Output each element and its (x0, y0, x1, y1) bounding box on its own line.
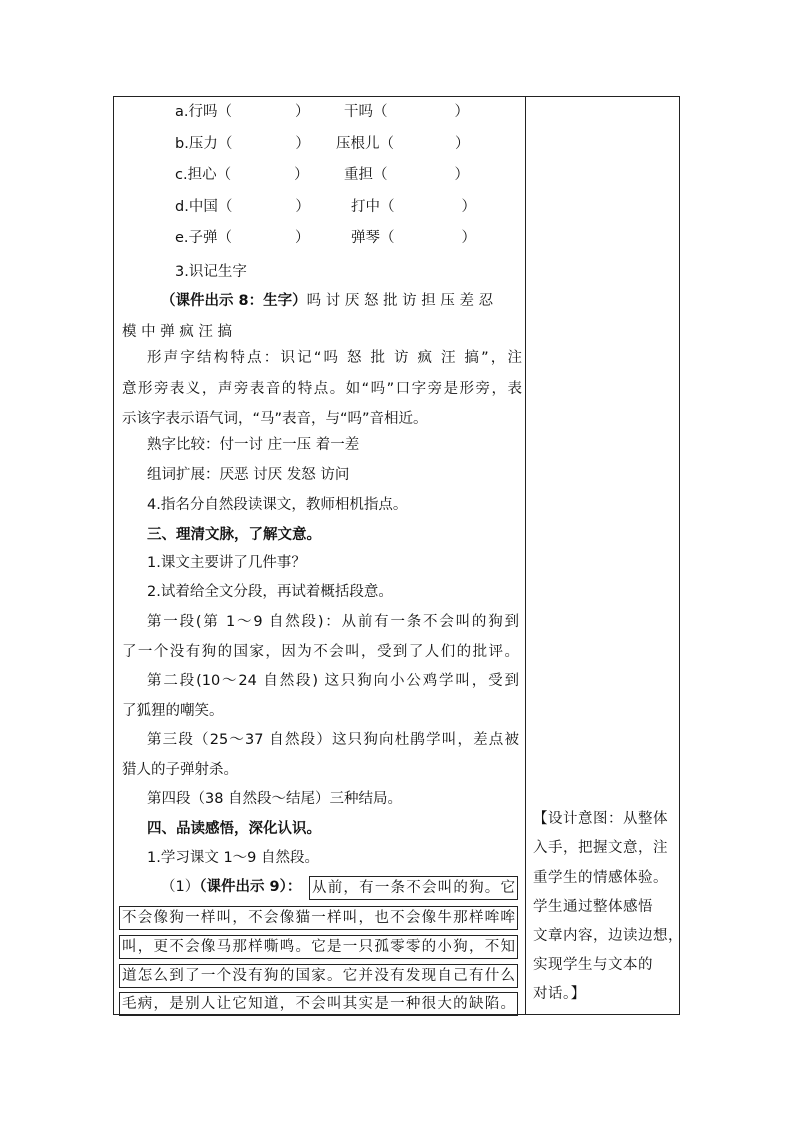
poly-word-right: 打中（ (351, 199, 395, 215)
teaching-content-column (114, 97, 525, 1014)
shuzi-compare: 熟字比较：付一讨 庄一压 着一差 (147, 437, 360, 453)
passage-box-line-4: 道怎么到了一个没有狗的国家。它并没有发现自己有什么 (119, 964, 518, 988)
paragraph-4: 第四段（38 自然段～结尾）三种结局。 (147, 791, 403, 807)
design-intent-column (526, 97, 681, 1014)
design-intent-line-2: 入手，把握文意，注 (533, 840, 668, 856)
poly-word-left: d.中国（ (175, 199, 233, 215)
poly-row-e-right (351, 228, 476, 248)
poly-row-b (175, 134, 310, 154)
xingsheng-line-2: 意形旁表义，声旁表音的特点。如“吗”口字旁是形旁，表 (122, 381, 522, 397)
section-4-title: 四、品读感悟，深化认识。 (147, 821, 321, 837)
poly-row-c-right (344, 165, 469, 185)
poly-row-a (175, 102, 310, 122)
zuci-expand: 组词扩展：厌恶 讨厌 发怒 访问 (147, 467, 350, 483)
poly-row-c (175, 165, 309, 185)
poly-word-left: e.子弹（ (175, 230, 233, 246)
design-intent-line-7: 对话。】 (533, 986, 586, 1002)
paragraph-3-line-1: 第三段（25～37 自然段）这只狗向杜鹃学叫，差点被 (147, 732, 519, 748)
paragraph-1-line-1: 第一段(第 1～9 自然段)：从前有一条不会叫的狗到 (147, 614, 519, 630)
poly-word-right: 重担（ (344, 167, 388, 183)
paragraph-3-line-2: 猎人的子弹射杀。 (122, 762, 238, 778)
design-intent-line-3: 重学生的情感体验。 (533, 870, 668, 886)
poly-bracket-close: ） (454, 167, 469, 183)
poly-bracket-close: ） (454, 104, 469, 120)
poly-word-left: a.行吗（ (175, 104, 232, 120)
courseware-8-line (161, 291, 519, 311)
passage-box-line-2: 不会像狗一样叫，不会像猫一样叫，也不会像牛那样哞哞 (119, 906, 518, 930)
poly-word-left: c.担心（ (175, 167, 232, 183)
design-intent-line-1: 【设计意图：从整体 (533, 811, 668, 827)
courseware-8-chars: 吗 讨 厌 怒 批 访 担 压 差 忍 (306, 293, 494, 309)
step-4: 4.指名分自然段读课文，教师相机指点。 (147, 497, 408, 513)
passage-box-line-3: 叫，更不会像马那样嘶鸣。它是一只孤零零的小狗，不知 (119, 935, 518, 959)
paragraph-1-line-2: 了一个没有狗的国家，因为不会叫，受到了人们的批评。 (122, 644, 519, 660)
courseware-8-chars-cont: 模 中 弹 疯 汪 搞 (122, 324, 233, 340)
poly-bracket-close: ） (295, 104, 310, 120)
question-1: 1.课文主要讲了几件事？ (147, 555, 306, 571)
question-2: 2.试着给全文分段，再试着概括段意。 (147, 584, 393, 600)
poly-row-d (175, 197, 310, 217)
poly-bracket-close: ） (295, 136, 310, 152)
design-intent-line-4: 学生通过整体感悟 (533, 899, 653, 915)
poly-bracket-close: ） (295, 199, 310, 215)
poly-row-e (175, 228, 310, 248)
poly-row-d-right (351, 197, 476, 217)
courseware-9-label-line (161, 877, 301, 897)
poly-word-right: 干吗（ (344, 104, 388, 120)
poly-word-left: b.压力（ (175, 136, 233, 152)
poly-bracket-close: ） (461, 230, 476, 246)
poly-bracket-close: ） (455, 136, 470, 152)
lesson-table (113, 96, 683, 1015)
passage-box-line-1: 从前，有一条不会叫的狗。它 (309, 876, 518, 900)
poly-row-a-right (344, 102, 469, 122)
poly-bracket-close: ） (461, 199, 476, 215)
xingsheng-line-1: 形声字结构特点：识记“吗 怒 批 访 疯 汪 搞”，注 (147, 350, 522, 366)
courseware-9-number: （1） (161, 879, 200, 895)
xingsheng-line-3: 示该字表示语气词，“马”表音，与“吗”音相近。 (122, 411, 428, 427)
step-3-title: 3.识记生字 (175, 264, 247, 280)
poly-word-right: 压根儿（ (336, 136, 394, 152)
section-3-title: 三、理清文脉，了解文意。 (147, 527, 321, 543)
courseware-8-label: （课件出示 8：生字） (161, 293, 307, 309)
design-intent-line-5: 文章内容，边读边想， (533, 928, 683, 944)
courseware-9-label: （课件出示 9）： (199, 879, 302, 895)
learn-step-1: 1.学习课文 1～9 自然段。 (147, 850, 320, 866)
poly-word-right: 弹琴（ (351, 230, 395, 246)
poly-bracket-close: ） (294, 167, 309, 183)
poly-row-b-right (336, 134, 470, 154)
poly-bracket-close: ） (295, 230, 310, 246)
passage-box-line-5: 毛病，是别人让它知道，不会叫其实是一种很大的缺陷。 (119, 992, 518, 1016)
paragraph-2-line-1: 第二段(10～24 自然段) 这只狗向小公鸡学叫，受到 (147, 673, 519, 689)
paragraph-2-line-2: 了狐狸的嘲笑。 (122, 703, 224, 719)
design-intent-line-6: 实现学生与文本的 (533, 957, 653, 973)
